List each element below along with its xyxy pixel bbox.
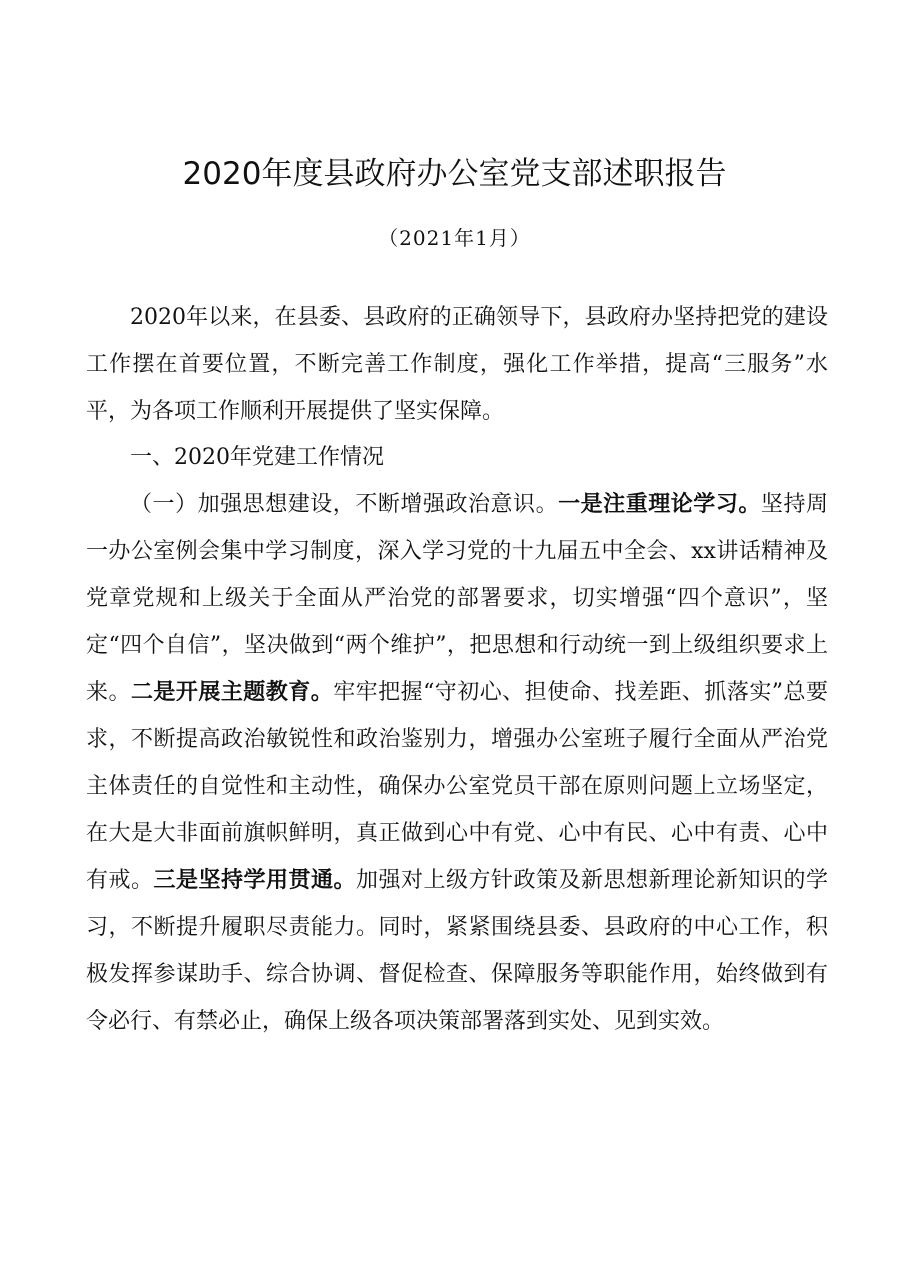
- intro-paragraph: 2020年以来，在县委、县政府的正确领导下，县政府办坚持把党的建设工作摆在首要位置，不断完善工作制度，强化工作举措，提高“三服务”水平，为各项工作顺利开展提供了坚实保障。: [86, 305, 828, 424]
- section-paragraph: [86, 481, 828, 1045]
- point-one-text: 坚持周一办公室例会集中学习制度，深入学习党的十九届五中全会、xx讲话精神及党章党规和上级关于全面从严治党的部署要求，切实增强“四个意识”，坚定“四个自信”，坚决做到“两个维护”，把思想和行动统一到上级组织要求上来。: [86, 492, 828, 705]
- document-date: （2021年1月）: [378, 226, 531, 250]
- point-two-heading: 二是开展主题教育。: [130, 679, 334, 705]
- point-two-text: 牢牢把握“守初心、担使命、找差距、抓落实”总要求，不断提高政治敏锐性和政治鉴别力，增强办公室班子履行全面从严治党主体责任的自觉性和主动性，确保办公室党员干部在原则问题上立场坚定，在大是大非面前旗帜鲜明，真正做到心中有党、心中有民、心中有责、心中有戒。: [86, 680, 828, 893]
- point-one-heading: 一是注重理论学习。: [558, 491, 761, 517]
- point-three-text: 加强对上级方针政策及新思想新理论新知识的学习，不断提升履职尽责能力。同时，紧紧围绕县委、县政府的中心工作，积极发挥参谋助手、综合协调、督促检查、保障服务等职能作用，始终做到有令必行、有禁必止，确保上级各项决策部署落到实处、见到实效。: [86, 868, 828, 1034]
- point-three-heading: 三是坚持学用贯通。: [153, 867, 356, 893]
- paragraph-lead: （一）加强思想建设，不断增强政治意识。: [130, 492, 559, 517]
- section-heading: 一、2020年党建工作情况: [130, 445, 384, 470]
- document-title: 2020年度县政府办公室党支部述职报告: [182, 156, 727, 192]
